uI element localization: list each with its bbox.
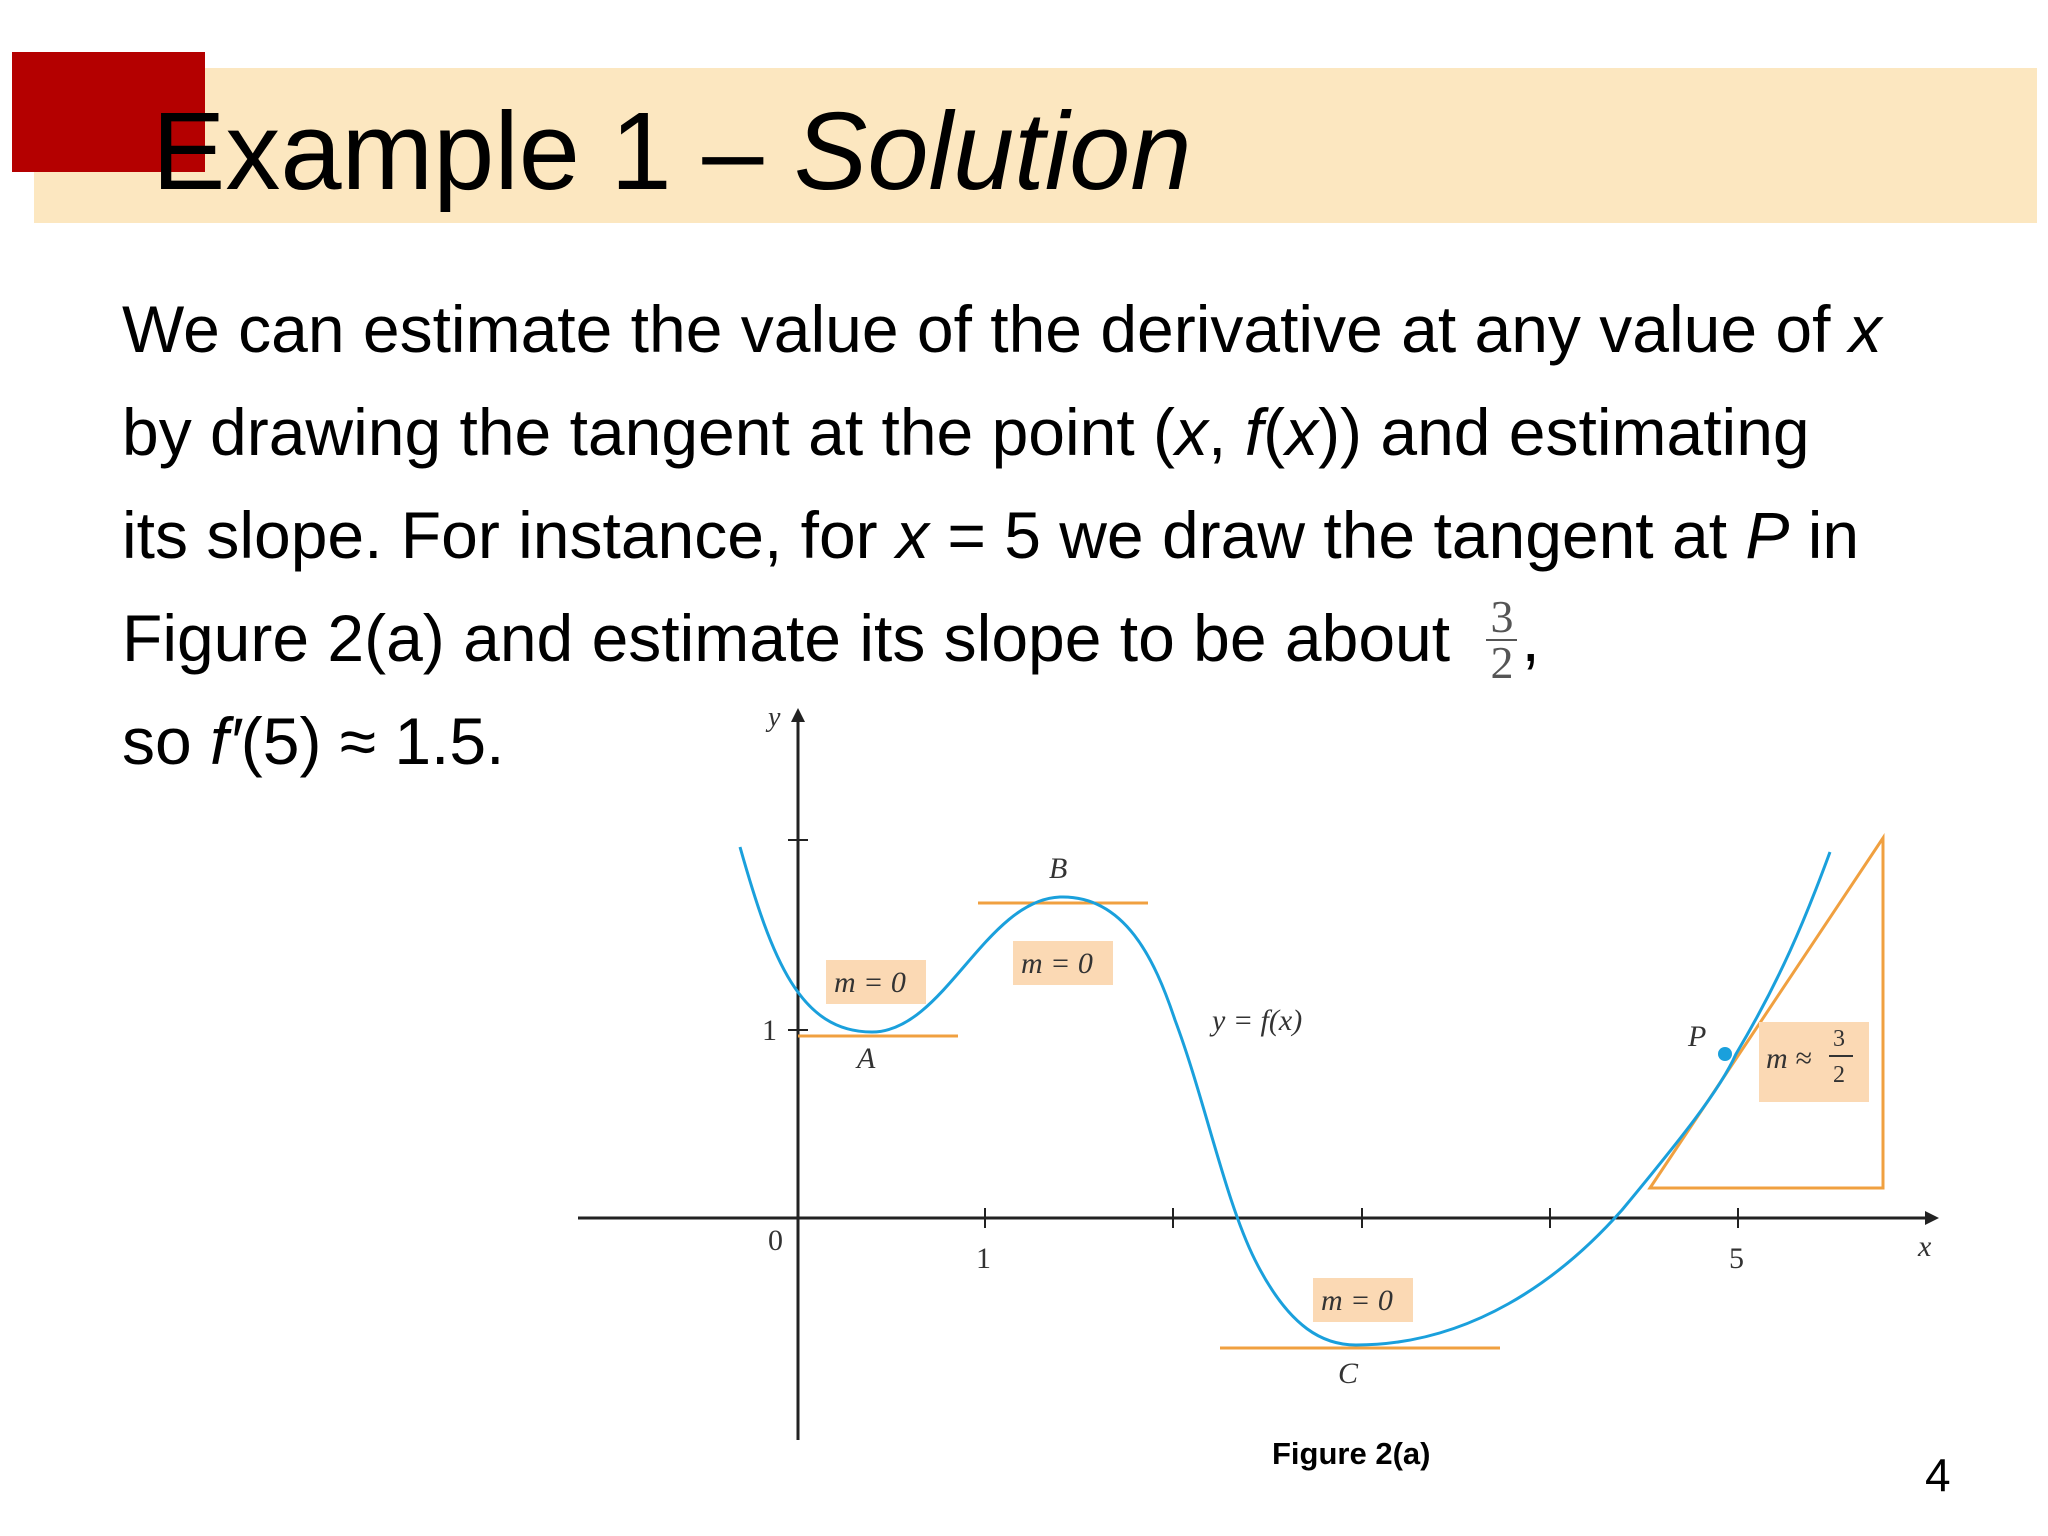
func-f: f <box>1244 395 1264 469</box>
x-tick-label-5: 5 <box>1729 1242 1744 1275</box>
y-axis-label: y <box>768 702 781 733</box>
text: by drawing the tangent at the point ( <box>122 395 1176 469</box>
var-x: x <box>896 498 929 572</box>
func-f-prime: f′ <box>210 704 241 778</box>
slope-label-c: m = 0 <box>1321 1284 1393 1317</box>
origin-label: 0 <box>768 1224 783 1257</box>
text: so <box>122 704 211 778</box>
var-x: x <box>1175 395 1209 469</box>
point-p: P <box>1745 498 1790 572</box>
slope-label-p-den: 2 <box>1833 1062 1845 1088</box>
text: , <box>1521 601 1540 675</box>
var-x: x <box>1285 395 1319 469</box>
x-tick-label-1: 1 <box>976 1242 991 1275</box>
text: We can estimate the value of the derivative at any value of <box>122 292 1849 366</box>
curve-label: y = f(x) <box>1212 1004 1303 1037</box>
x-axis-label: x <box>1918 1230 1932 1263</box>
fraction-numerator: 3 <box>1490 590 1514 642</box>
page-number: 4 <box>1925 1449 1951 1501</box>
point-label-p: P <box>1688 1020 1707 1053</box>
fraction-denominator: 2 <box>1486 639 1517 685</box>
text: , <box>1208 395 1245 469</box>
tangent-p-triangle <box>1650 838 1883 1188</box>
figure-caption: Figure 2(a) <box>1272 1436 1431 1471</box>
title-plain: Example 1 – <box>152 90 795 213</box>
slope-label-p-num: 3 <box>1833 1026 1845 1052</box>
title-italic: Solution <box>794 90 1192 213</box>
text: = 5 we draw the tangent at <box>929 498 1746 572</box>
point-label-a: A <box>857 1042 876 1075</box>
point-label-c: C <box>1338 1357 1359 1390</box>
var-x: x <box>1848 292 1882 366</box>
slope-label-a: m = 0 <box>834 966 906 999</box>
text: )) and estimating <box>1318 395 1810 469</box>
y-tick-label-1: 1 <box>762 1014 777 1047</box>
slope-label-p-prefix: m ≈ <box>1766 1042 1812 1075</box>
point-label-b: B <box>1049 852 1068 885</box>
text: Figure 2(a) and estimate its slope to be about <box>122 601 1469 675</box>
text: in <box>1789 498 1860 572</box>
text: (5) ≈ 1.5. <box>240 704 505 778</box>
text: ( <box>1263 395 1286 469</box>
slope-label-b: m = 0 <box>1021 947 1093 980</box>
text: its slope. For instance, for <box>122 498 896 572</box>
function-curve <box>740 847 1830 1345</box>
point-p-dot <box>1718 1047 1732 1061</box>
